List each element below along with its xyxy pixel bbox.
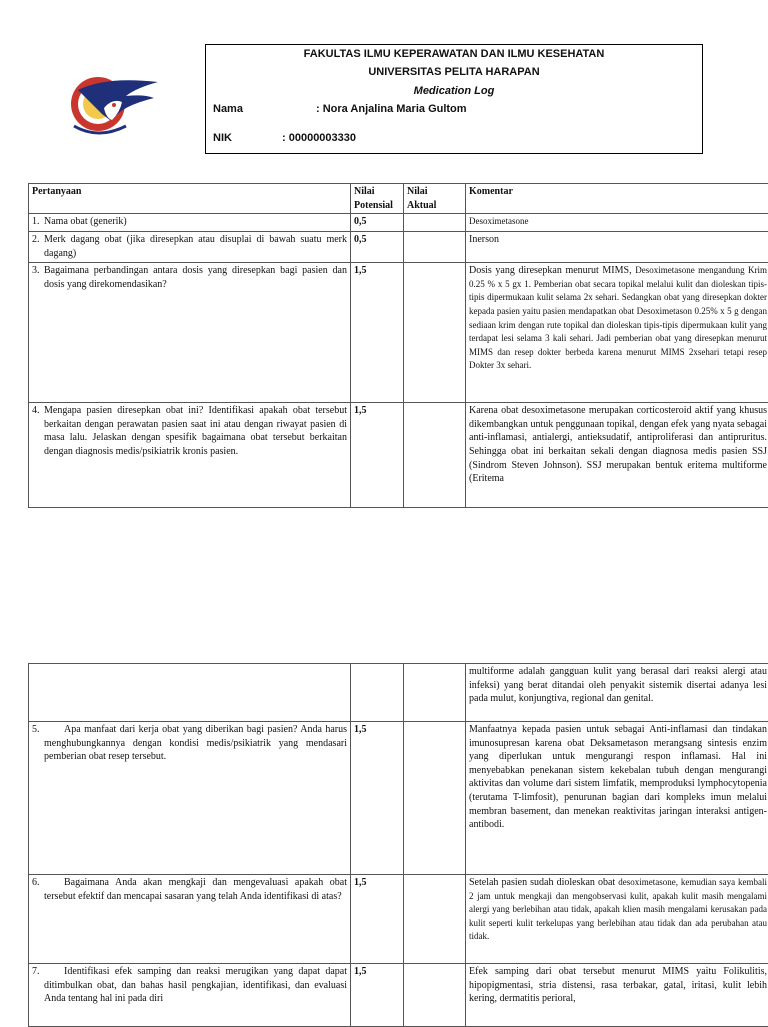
question-cell: 4. Mengapa pasien diresepkan obat ini? Identifikasi apakah obat tersebut berkaitan dengan perawatan pasien saat ini atau dengan riwayat pasien di masa lalu. Jelaskan dengan spesifik bagaimana obat tersebut berkaitan dengan diagnosis medis/psikiatrik kronis pasien.: [29, 403, 351, 508]
nama-value: : Nora Anjalina Maria Gultom: [316, 103, 467, 115]
comment-cell: Efek samping dari obat tersebut menurut MIMS yaitu Folikulitis, hipopigmentasi, stria distensi, rasa terbakar, gatal, iritasi, kulit lebih kering, dermatitis perioral,: [466, 964, 768, 1027]
nilai-cell: 1,5: [351, 722, 404, 875]
table-row: [29, 875, 768, 964]
comment-cell: Inerson: [466, 232, 768, 263]
nilai-cell: 0,5: [351, 232, 404, 263]
header-pertanyaan: Pertanyaan: [29, 184, 351, 214]
comment-cell: multiforme adalah gangguan kulit yang berasal dari reaksi alergi atau infeksi) yang berat ditandai oleh penyakit sistemik disertai adanya lesi pada mulut, konjungtiva, regional dan genital.: [466, 664, 768, 722]
nama-label: Nama: [213, 103, 243, 115]
question-cell: [29, 664, 351, 722]
table-row: [29, 263, 768, 403]
table-row: [29, 964, 768, 1027]
header-box: [205, 44, 703, 154]
table-row: [29, 214, 768, 232]
header-komentar: Komentar: [466, 184, 768, 214]
question-cell: 1. Nama obat (generik): [29, 214, 351, 232]
comment-cell: Karena obat desoximetasone merupakan corticosteroid aktif yang khusus dikembangkan untuk penggunaan topikal, dengan efek yang nyata sebagai anti-inflamasi, antialergi, antieksudatif, antiproliferasi dan antipruritus. Sehingga obat ini berkaitan sekali dengan diagnosa medis pasien SSJ (Sindrom Steven Johnson). SSJ merupakan bentuk eritema multiforme (Eritema: [466, 403, 768, 508]
comment-cell: Setelah pasien sudah dioleskan obat desoximetasone, kemudian saya kembali 2 jam untuk mengkaji dan mengobservasi kulit, apakah kulit masih mengalami alergi yang berlebihan atau tidak, apakah klien masih mengalami kerusakan pada kulit seperti kulit terkelupas yang berlebihan atau tidak dan ada perubahan atau tidak.: [466, 875, 768, 964]
question-cell: 6. Bagaimana Anda akan mengkaji dan mengevaluasi apakah obat tersebut efektif dan mencapai sasaran yang telah Anda identifikasi di atas?: [29, 875, 351, 964]
comment-cell: Manfaatnya kepada pasien untuk sebagai Anti-inflamasi dan tindakan imunosupresan karena obat Deksametason merangsang sintesis enzim yang diperlukan untuk mengurangi respon inflamasi. Hal ini menyebabkan penekanan sistem kekebalan tubuh dengan mengurangi aktivitas dan volume dari sistem limfatik, memproduksi lymphocytopenia (terutama T-limfosit), penurunan bagian dari kompleks imun melalui membran basement, dan menekan reaktivitas jaringan interaksi antigen-antibodi.: [466, 722, 768, 875]
question-cell: 2. Merk dagang obat (jika diresepkan atau disuplai di bawah suatu merk dagang): [29, 232, 351, 263]
aktual-cell[interactable]: [404, 722, 466, 875]
question-cell: 3. Bagaimana perbandingan antara dosis yang diresepkan bagi pasien dan dosis yang direkomendasikan?: [29, 263, 351, 403]
table-row: [29, 664, 768, 722]
university-logo-icon: [66, 68, 162, 140]
nilai-cell: 1,5: [351, 403, 404, 508]
nik-label: NIK: [213, 132, 232, 144]
aktual-cell[interactable]: [404, 232, 466, 263]
nilai-cell: [351, 664, 404, 722]
nilai-cell: 1,5: [351, 964, 404, 1027]
table-row: [29, 232, 768, 263]
medication-table-1: [28, 183, 768, 508]
university-title: UNIVERSITAS PELITA HARAPAN: [206, 66, 702, 78]
nilai-cell: 0,5: [351, 214, 404, 232]
aktual-cell[interactable]: [404, 214, 466, 232]
table-header-row: [29, 184, 768, 214]
medication-table-2: [28, 663, 768, 1027]
aktual-cell[interactable]: [404, 664, 466, 722]
aktual-cell[interactable]: [404, 403, 466, 508]
document-title: Medication Log: [206, 85, 702, 97]
header-nilai-aktual: Nilai Aktual: [404, 184, 466, 214]
aktual-cell[interactable]: [404, 263, 466, 403]
table-row: [29, 722, 768, 875]
nilai-cell: 1,5: [351, 875, 404, 964]
comment-cell: Desoximetasone: [466, 214, 768, 232]
question-cell: 7. Identifikasi efek samping dan reaksi merugikan yang dapat dapat ditimbulkan obat, dan bahas hasil pengkajian, identifikasi, dan evaluasi Anda tentang hal ini pada diri: [29, 964, 351, 1027]
comment-cell: Dosis yang diresepkan menurut MIMS, Desoximetasone mengandung Krim 0.25 % x 5 gx 1. Pemberian obat secara topikal melalui kulit dan dioleskan tipis-tipis dipermukaan kulit selama 2x sehari. Sedangkan obat yang diresepkan dokter kepada pasien yaitu pasien mendapatkan obat Desoximetason 0.25% x 5 g dengan sediaan krim dengan rute topikal dan dioleskan tipis-tipis dipermukaan kulit yang terdapat lesi selama 3 kali sehari. Jadi pemberian obat yang diresepkan menurut MIMS dan resep dokter berbeda karena menurut MIMS 2xsehari tetapi resep Dokter 3x sehari.: [466, 263, 768, 403]
nik-value: : 00000003330: [282, 132, 356, 144]
nilai-cell: 1,5: [351, 263, 404, 403]
faculty-title: FAKULTAS ILMU KEPERAWATAN DAN ILMU KESEHATAN: [206, 48, 702, 60]
aktual-cell[interactable]: [404, 964, 466, 1027]
table-row: [29, 403, 768, 508]
aktual-cell[interactable]: [404, 875, 466, 964]
header-nilai-potensial: Nilai Potensial: [351, 184, 404, 214]
question-cell: 5. Apa manfaat dari kerja obat yang diberikan bagi pasien? Anda harus menghubungkannya dengan kondisi medis/psikiatrik yang mendasari pemberian obat resep tersebut.: [29, 722, 351, 875]
